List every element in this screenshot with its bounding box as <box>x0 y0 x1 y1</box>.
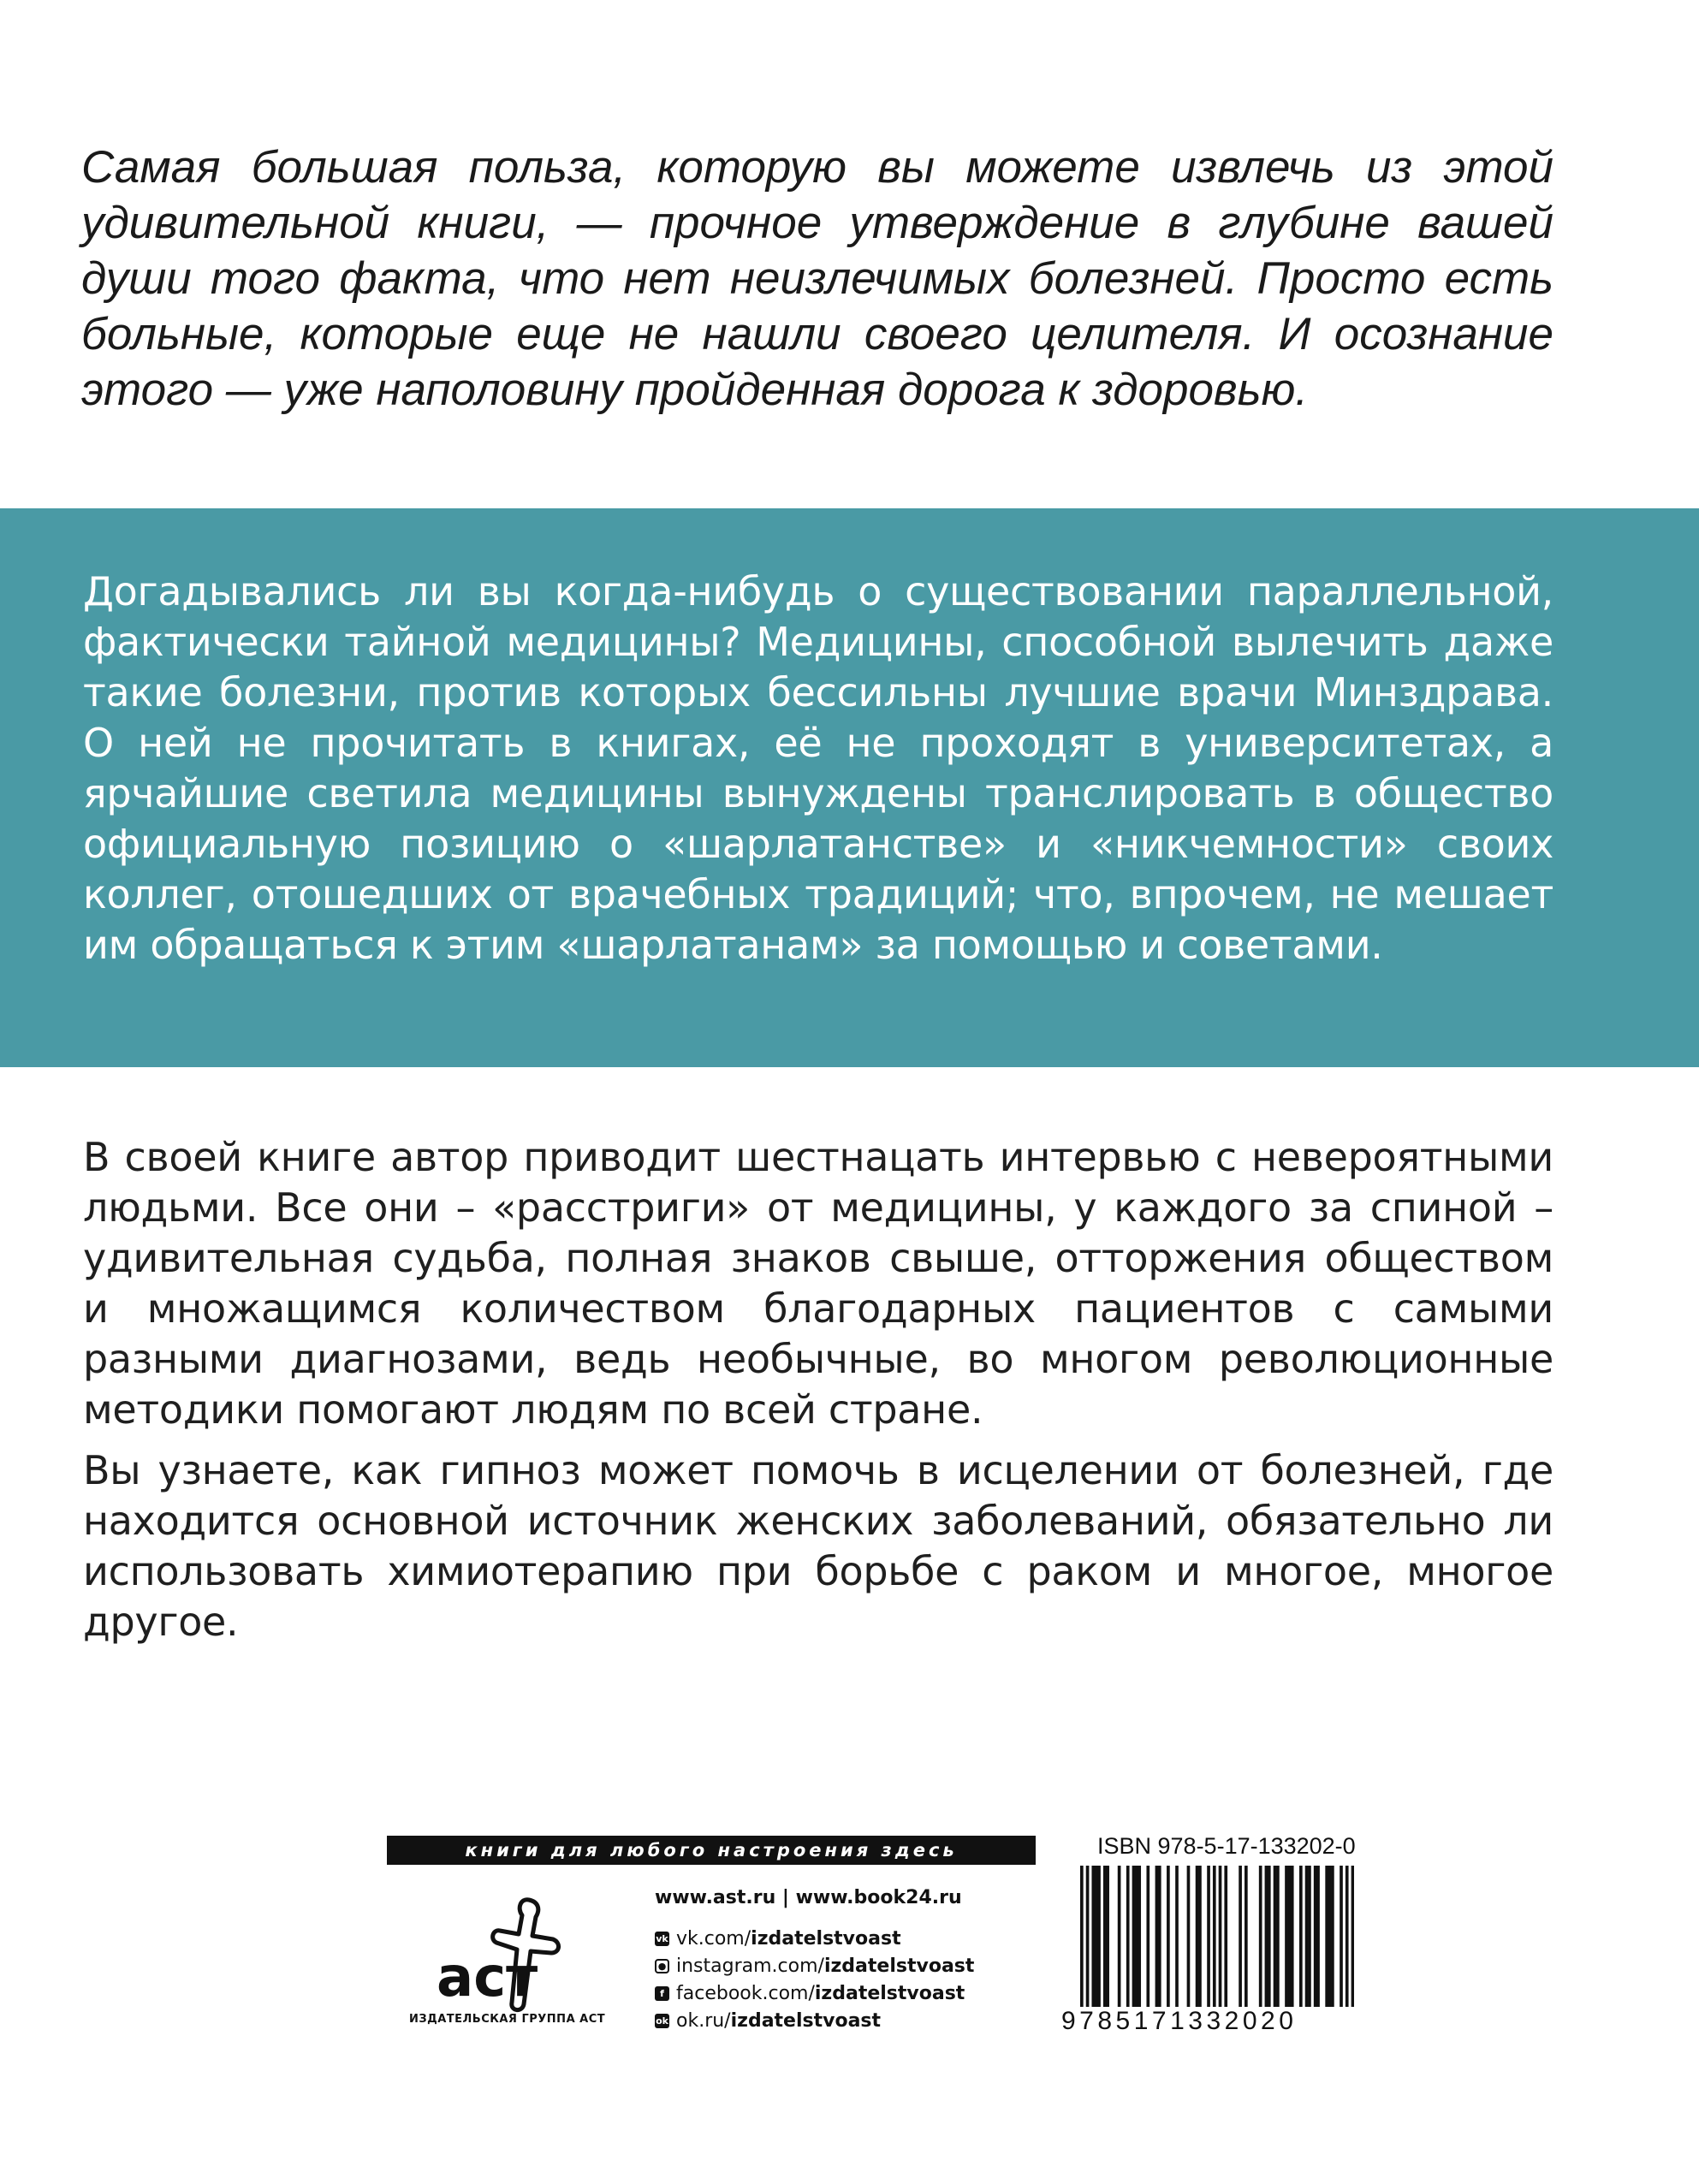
instagram-icon: ● <box>655 1959 669 1973</box>
barcode-bar <box>1080 1866 1084 2007</box>
barcode-bar <box>1198 1866 1202 2007</box>
description-paragraph-2: Вы узнаете, как гипноз может помочь в исцелении от болезней, где находится основной источник женских заболеваний, обязательно ли использовать химиотерапию при борьбе с раком и многое, многое другое. <box>83 1447 1553 1645</box>
social-prefix: facebook.com/ <box>676 1982 815 2004</box>
barcode-bar <box>1187 1866 1191 2007</box>
barcode-bar <box>1351 1866 1354 2007</box>
barcode-bar <box>1245 1866 1248 2007</box>
barcode-bar <box>1268 1866 1271 2007</box>
barcode-bar <box>1196 1866 1199 2007</box>
publisher-websites[interactable]: www.ast.ru | www.book24.ru <box>655 1887 962 1908</box>
barcode-bar <box>1274 1866 1277 2007</box>
barcode-bar <box>1224 1866 1227 2007</box>
barcode-bar <box>1239 1866 1242 2007</box>
barcode-bar <box>1299 1866 1303 2007</box>
barcode-bar <box>1265 1866 1268 2007</box>
barcode-bar <box>1167 1866 1170 2007</box>
barcode-bar <box>1276 1866 1280 2007</box>
barcode-bar <box>1175 1866 1179 2007</box>
isbn-label: ISBN 978-5-17-133202-0 <box>1097 1833 1356 1859</box>
publisher-slogan: книги для любого настроения здесь <box>387 1836 1036 1865</box>
publisher-caption: ИЗДАТЕЛЬСКАЯ ГРУППА АСТ <box>409 2013 606 2026</box>
social-handle: izdatelstvoast <box>730 2009 882 2032</box>
barcode-bar <box>1097 1866 1101 2007</box>
barcode-bar <box>1106 1866 1109 2007</box>
barcode-bar <box>1135 1866 1138 2007</box>
barcode-bar <box>1126 1866 1130 2007</box>
barcode-bar <box>1305 1866 1309 2007</box>
barcode-bar <box>1325 1866 1328 2007</box>
barcode-bar <box>1340 1866 1343 2007</box>
description-paragraph-1: В своей книге автор приводит шестнацать интервью с невероятными людьми. Все они – «расстриги» от медицины, у каждого за спиной – удивительная судьба, полная знаков свыше, отторжения обществом и множащимся количеством благодарных пациентов с самыми разными диагнозами, ведь необычные, во многом революционные методики помогают людям по всей стране. <box>83 1134 1553 1433</box>
social-link-ok[interactable] <box>655 2008 974 2033</box>
social-prefix: ok.ru/ <box>676 2009 731 2032</box>
barcode-bar <box>1207 1866 1210 2007</box>
ast-logo <box>411 1883 582 2020</box>
barcode-bar <box>1346 1866 1349 2007</box>
social-handle: izdatelstvoast <box>751 1927 901 1950</box>
barcode-bar <box>1291 1866 1294 2007</box>
barcode-bar <box>1095 1866 1098 2007</box>
vk-icon: vk <box>656 1932 668 1944</box>
barcode-bar <box>1138 1866 1141 2007</box>
barcode-bar <box>1158 1866 1161 2007</box>
barcode-bar <box>1146 1866 1149 2007</box>
social-handle: izdatelstvoast <box>823 1955 975 1977</box>
barcode-bar <box>1213 1866 1216 2007</box>
social-links <box>655 1926 974 2035</box>
barcode-bar <box>1316 1866 1320 2007</box>
barcode-bar <box>1285 1866 1288 2007</box>
barcode-bar <box>1314 1866 1317 2007</box>
barcode-bar <box>1331 1866 1334 2007</box>
cover-quote: Самая большая польза, которую вы можете извлечь из этой удивительной книги, — прочное утверждение в глубине вашей души того факта, что нет неизлечимых болезней. Просто есть больные, которые еще не нашли своего целителя. И осознание этого — уже наполовину пройденная дорога к здоровью. <box>81 142 1553 415</box>
social-link-instagram[interactable] <box>655 1953 974 1979</box>
social-link-vk[interactable] <box>655 1926 974 1951</box>
barcode-bar <box>1259 1866 1262 2007</box>
social-handle: izdatelstvoast <box>814 1982 965 2004</box>
barcode-bar <box>1091 1866 1095 2007</box>
barcode-bar <box>1132 1866 1136 2007</box>
social-link-facebook[interactable] <box>655 1980 974 2006</box>
barcode-digits: 9785171332020 <box>1061 2007 1298 2035</box>
barcode-bar <box>1086 1866 1090 2007</box>
logo-wordmark: аст <box>437 1946 538 2009</box>
barcode-bar <box>1155 1866 1159 2007</box>
ok-icon: ok <box>656 2015 668 2027</box>
barcode-bar <box>1103 1866 1107 2007</box>
social-prefix: instagram.com/ <box>676 1955 824 1977</box>
barcode-bar <box>1328 1866 1332 2007</box>
isbn-barcode <box>1080 1866 1354 2007</box>
barcode-bar <box>1288 1866 1292 2007</box>
facebook-icon: f <box>655 1986 669 2001</box>
barcode-bar <box>1308 1866 1311 2007</box>
social-prefix: vk.com/ <box>676 1927 751 1950</box>
band-description: Догадывались ли вы когда-нибудь о существовании параллельной, фактически тайной медицины? Медицины, способной вылечить даже такие болезни, против которых бессильны лучшие врачи Минздрава. О ней не прочитать в книгах, её не проходят в университетах, а ярчайшие светила медицины вынуждены транслировать в общество официальную позицию о «шарлатанстве» и «никчемности» своих коллег, отошедших от врачебных традиций; что, впрочем, не мешает им обращаться к этим «шарлатанам» за помощью и советами. <box>83 568 1553 968</box>
barcode-bar <box>1219 1866 1222 2007</box>
barcode-bar <box>1118 1866 1121 2007</box>
